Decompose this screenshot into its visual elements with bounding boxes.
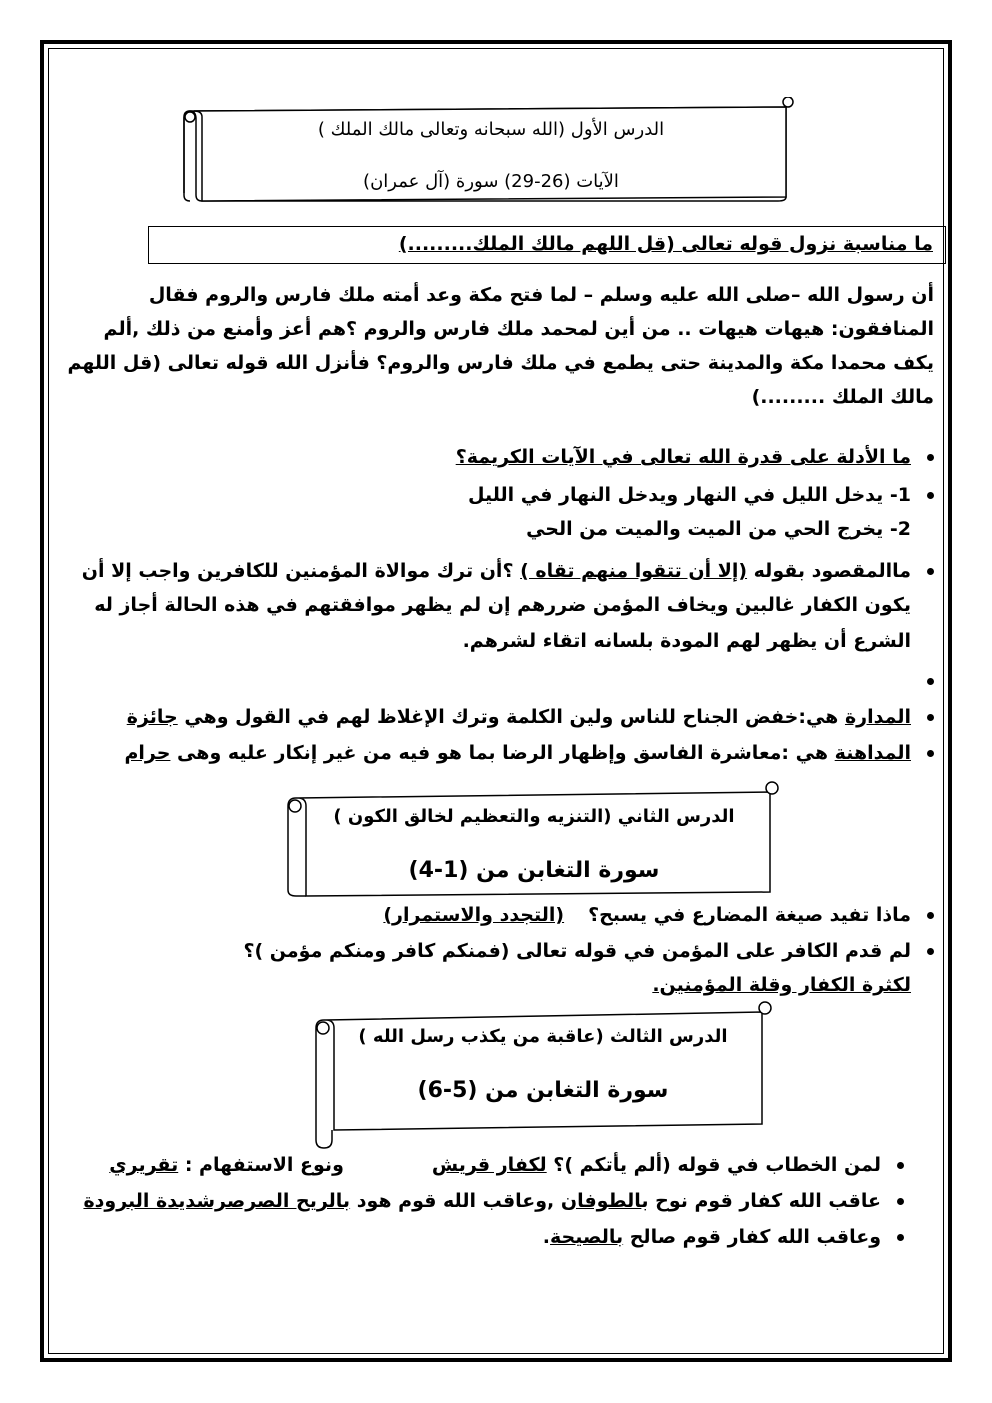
bullet-icon (897, 1234, 904, 1241)
answer-line-2: المنافقون: هيهات هيهات .. من أين لمحمد ملك فارس والروم ؟هم أعز وأمنع من ذلك ,ألم (103, 318, 934, 340)
bullet-icon (927, 678, 934, 685)
question-type-answer: تقريري (109, 1154, 179, 1176)
address-question: لمن الخطاب في قوله (ألم يأتكم )؟ (546, 1154, 881, 1176)
meaning-line-3: الشرع أن يظهر لهم المودة بلسانه اتقاء لشرهم. (462, 630, 911, 652)
lesson1-verses: الآيات (26-29) سورة (آل عمران) (363, 171, 619, 192)
list-item (124, 742, 934, 764)
address-answer: لكفار قريش (431, 1154, 547, 1176)
mudara-definition: هي:خفض الجناح للناس ولين الكلمة وترك الإغلاظ لهم في القول وهي (177, 706, 845, 728)
list-item (83, 1190, 904, 1212)
evidence-1: 1- يدخل الليل في النهار ويدخل النهار في الليل (468, 484, 911, 506)
question-type-label: ونوع الاستفهام : (178, 1154, 344, 1176)
meaning-line-2: يكون الكفار غالبين ويخاف المؤمن ضررهم إن لم يظهر موافقتهم في هذه الحالة أجاز له (94, 594, 911, 616)
evidence-question: ما الأدلة على قدرة الله تعالى في الآيات الكريمة؟ (455, 446, 911, 468)
scroll-shape (310, 1000, 776, 1152)
meaning-quote: (إلا أن تتقوا منهم تقاه ) (520, 560, 748, 582)
bullet-icon (927, 912, 934, 919)
bullet-icon (927, 454, 934, 461)
bullet-icon (897, 1198, 904, 1205)
punishment-period: . (542, 1226, 551, 1248)
precede-answer: لكثرة الكفار وقلة المؤمنين. (652, 974, 911, 996)
precede-question: لم قدم الكافر على المؤمن في قوله تعالى (فمنكم كافر ومنكم مؤمن )؟ (243, 940, 911, 962)
list-item (243, 940, 934, 962)
list-item (543, 1226, 904, 1248)
punishment-hud-wind: بالريح الصرصرشديدة البرودة (83, 1190, 351, 1212)
list-item (127, 706, 934, 728)
mudara-term: المدارة (844, 706, 911, 728)
mudahana-term: المداهنة (834, 742, 911, 764)
bullet-icon (927, 714, 934, 721)
lesson2-scroll (282, 780, 786, 900)
lesson2-surah: سورة التغابن من (1-4) (408, 858, 660, 883)
answer-line-1: أن رسول الله –صلى الله عليه وسلم – لما فتح مكة وعد أمته ملك فارس والروم فقال (148, 284, 934, 306)
list-item (468, 484, 934, 506)
bullet-icon (927, 568, 934, 575)
bullet-icon (927, 948, 934, 955)
punishment-nuh: عاقب الله كفار قوم نوح ب (641, 1190, 881, 1212)
mudahana-ruling: حرام (124, 742, 171, 764)
answer-line-4: مالك الملك .........) (751, 386, 934, 408)
lesson3-surah: سورة التغابن من (5-6) (417, 1078, 669, 1103)
bullet-icon (897, 1162, 904, 1169)
list-item (109, 1154, 904, 1176)
meaning-rest: ؟أن ترك موالاة المؤمنين للكافرين واجب إلا أن (81, 560, 521, 582)
list-item (456, 446, 934, 468)
occasion-question-box (148, 226, 946, 264)
mudahana-definition: هي :معاشرة الفاسق وإظهار الرضا بما هو فيه من غير إنكار عليه وهى (170, 742, 835, 764)
bullet-icon (927, 750, 934, 757)
lesson1-scroll (180, 97, 802, 205)
punishment-nuh-flood: الطوفان (560, 1190, 642, 1212)
evidence-2: 2- يخرج الحي من الميت والميت من الحي (526, 518, 911, 540)
lesson1-title: الدرس الأول (الله سبحانه وتعالى مالك الملك ) (317, 119, 665, 140)
punishment-hud: ,وعاقب الله قوم هود (350, 1190, 561, 1212)
occasion-answer (67, 280, 934, 420)
meaning-prefix: ماالمقصود بقوله (747, 560, 911, 582)
bullet-icon (927, 492, 934, 499)
lesson3-title: الدرس الثالث (عاقبة من يكذب رسل الله ) (358, 1026, 728, 1047)
mudari-answer: (التجدد والاستمرار) (383, 904, 565, 926)
empty-list-item (911, 670, 934, 692)
lesson3-scroll (310, 1000, 776, 1152)
list-item (383, 904, 934, 926)
mudara-ruling: جائزة (126, 706, 178, 728)
mudari-question: ماذا تفيد صيغة المضارع في يسبح؟ (588, 904, 911, 926)
punishment-salih-cry: بالصيحة (550, 1226, 624, 1248)
answer-line-3: يكف محمدا مكة والمدينة حتى يطمع في ملك فارس والروم؟ فأنزل الله قوله تعالى (قل اللهم (67, 352, 934, 374)
occasion-question: ما مناسبة نزول قوله تعالى (قل اللهم مالك الملك.........) (398, 233, 933, 255)
list-item (82, 560, 934, 582)
lesson2-title: الدرس الثاني (التنزيه والتعظيم لخالق الكون ) (333, 806, 735, 827)
punishment-salih: وعاقب الله كفار قوم صالح (623, 1226, 881, 1248)
